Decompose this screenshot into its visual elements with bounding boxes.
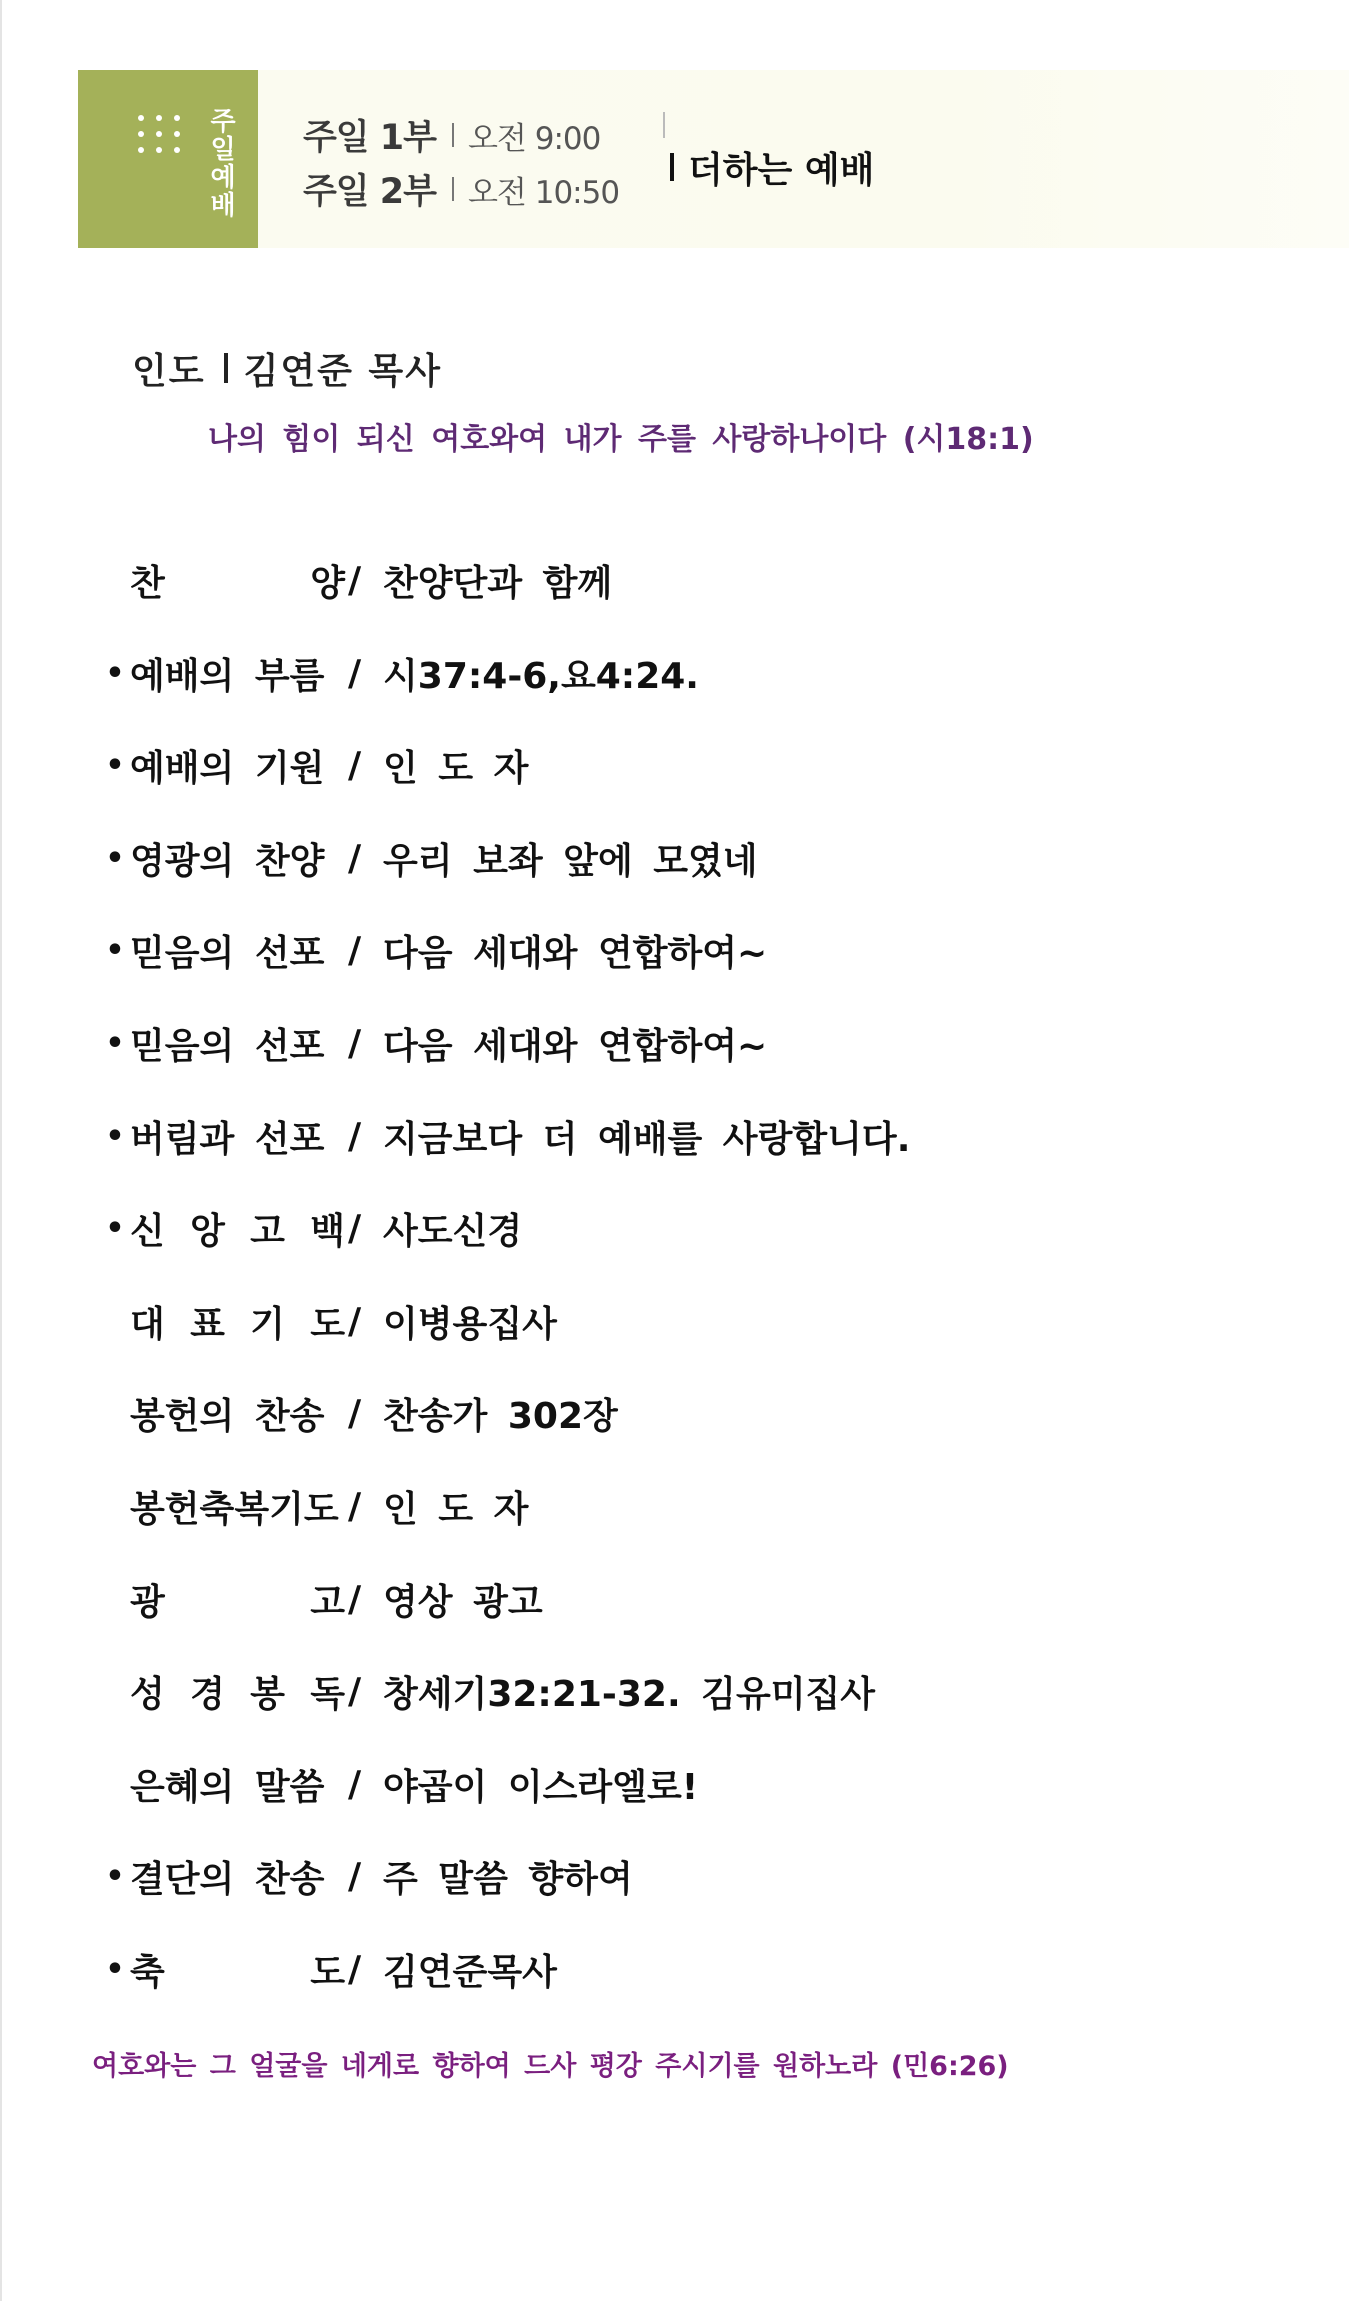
title-bar [670, 153, 674, 181]
order-label-char: 축 [130, 1951, 165, 1993]
intro-separator [224, 353, 228, 383]
order-label: 결단의 찬송 [130, 1858, 325, 1900]
order-label: 믿음의 선포 [130, 1025, 325, 1067]
service-times [303, 108, 619, 216]
order-label: 봉헌축복기도 [130, 1488, 339, 1530]
order-separator: / [348, 1855, 362, 1897]
service-time-row [303, 162, 619, 216]
bullet: • [105, 1210, 125, 1246]
order-label-char: 찬 [130, 562, 165, 604]
order-label-char: 대 [130, 1303, 165, 1345]
order-separator: / [348, 1207, 362, 1249]
order-label-char: 성 [130, 1673, 165, 1715]
banner-divider [663, 112, 665, 138]
order-label-char: 고 [310, 1581, 345, 1623]
order-separator: / [348, 1485, 362, 1527]
order-value: 야곱이 이스라엘로! [383, 1766, 699, 1808]
order-value: 인 도 자 [383, 747, 529, 789]
order-label-char: 도 [310, 1303, 345, 1345]
order-value: 찬양단과 함께 [383, 562, 613, 604]
order-separator: / [348, 652, 362, 694]
bullet: • [105, 655, 125, 691]
closing-verse: 여호와는 그 얼굴을 네게로 향하여 드사 평강 주시기를 원하노라 (민6:26) [92, 2050, 1009, 2082]
order-label-char: 신 [130, 1210, 165, 1252]
order-label-char: 독 [310, 1673, 345, 1715]
order-value: 김연준목사 [383, 1951, 557, 1993]
bullet: • [105, 1951, 125, 1987]
order-separator: / [348, 744, 362, 786]
order-label-char: 고 [250, 1210, 285, 1252]
order-label-char: 경 [190, 1673, 225, 1715]
bullet: • [105, 1025, 125, 1061]
service-name: 주일 2부 [303, 172, 436, 212]
order-value: 인 도 자 [383, 1488, 529, 1530]
order-separator: / [348, 1763, 362, 1805]
order-label [130, 1296, 345, 1347]
order-label-char: 양 [310, 562, 345, 604]
intro-label: 인도 [132, 350, 206, 392]
bullet: • [105, 1858, 125, 1894]
service-time: 오전 9:00 [467, 120, 601, 157]
order-label [130, 1203, 345, 1254]
order-separator: / [348, 1300, 362, 1342]
order-label-char: 백 [310, 1210, 345, 1252]
order-value: 영상 광고 [383, 1581, 543, 1623]
order-value: 주 말씀 향하여 [383, 1858, 633, 1900]
intro-verse: 나의 힘이 되신 여호와여 내가 주를 사랑하나이다 (시18:1) [208, 422, 1034, 457]
worship-badge [78, 70, 258, 248]
order-value: 창세기32:21-32. 김유미집사 [383, 1673, 876, 1715]
worship-title [670, 142, 874, 192]
service-name: 주일 1부 [303, 118, 436, 158]
order-label [130, 1574, 345, 1625]
bullet: • [105, 932, 125, 968]
order-label [130, 555, 345, 606]
service-banner [78, 70, 1349, 248]
order-label-char: 광 [130, 1581, 165, 1623]
order-label-char: 기 [250, 1303, 285, 1345]
order-label-char: 봉 [250, 1673, 285, 1715]
worship-title-text: 더하는 예배 [688, 149, 875, 191]
order-separator: / [348, 1022, 362, 1064]
order-value: 다음 세대와 연합하여~ [383, 1025, 768, 1067]
order-label: 믿음의 선포 [130, 932, 325, 974]
badge-label: 주일예배 [210, 107, 236, 221]
order-label: 예배의 부름 [130, 655, 325, 697]
time-separator [452, 123, 454, 147]
order-value: 시37:4-6,요4:24. [383, 655, 699, 697]
order-separator: / [348, 837, 362, 879]
order-label-char: 앙 [190, 1210, 225, 1252]
service-time-row [303, 108, 619, 162]
order-value: 이병용집사 [383, 1303, 557, 1345]
intro-leader-name: 김연준 목사 [243, 350, 442, 392]
page-edge [0, 0, 2, 2301]
order-label-char: 도 [310, 1951, 345, 1993]
bullet: • [105, 840, 125, 876]
order-separator: / [348, 1392, 362, 1434]
order-value: 지금보다 더 예배를 사랑합니다. [383, 1118, 911, 1160]
order-value: 찬송가 302장 [383, 1395, 618, 1437]
service-time: 오전 10:50 [467, 174, 620, 211]
bullet: • [105, 747, 125, 783]
order-separator: / [348, 559, 362, 601]
order-label-char: 표 [190, 1303, 225, 1345]
time-separator [452, 177, 454, 201]
order-label: 버림과 선포 [130, 1118, 325, 1160]
order-label: 영광의 찬양 [130, 840, 325, 882]
order-value: 우리 보좌 앞에 모였네 [383, 840, 758, 882]
order-label: 은혜의 말씀 [130, 1766, 325, 1808]
order-separator: / [348, 1578, 362, 1620]
order-label [130, 1944, 345, 1995]
order-label [130, 1666, 345, 1717]
order-label: 예배의 기원 [130, 747, 325, 789]
order-label: 봉헌의 찬송 [130, 1395, 325, 1437]
order-separator: / [348, 1115, 362, 1157]
dots-icon [138, 115, 198, 165]
order-value: 사도신경 [383, 1210, 523, 1252]
intro-leader [132, 343, 442, 393]
order-separator: / [348, 929, 362, 971]
bullet: • [105, 1118, 125, 1154]
order-value: 다음 세대와 연합하여~ [383, 932, 768, 974]
order-separator: / [348, 1670, 362, 1712]
order-separator: / [348, 1948, 362, 1990]
